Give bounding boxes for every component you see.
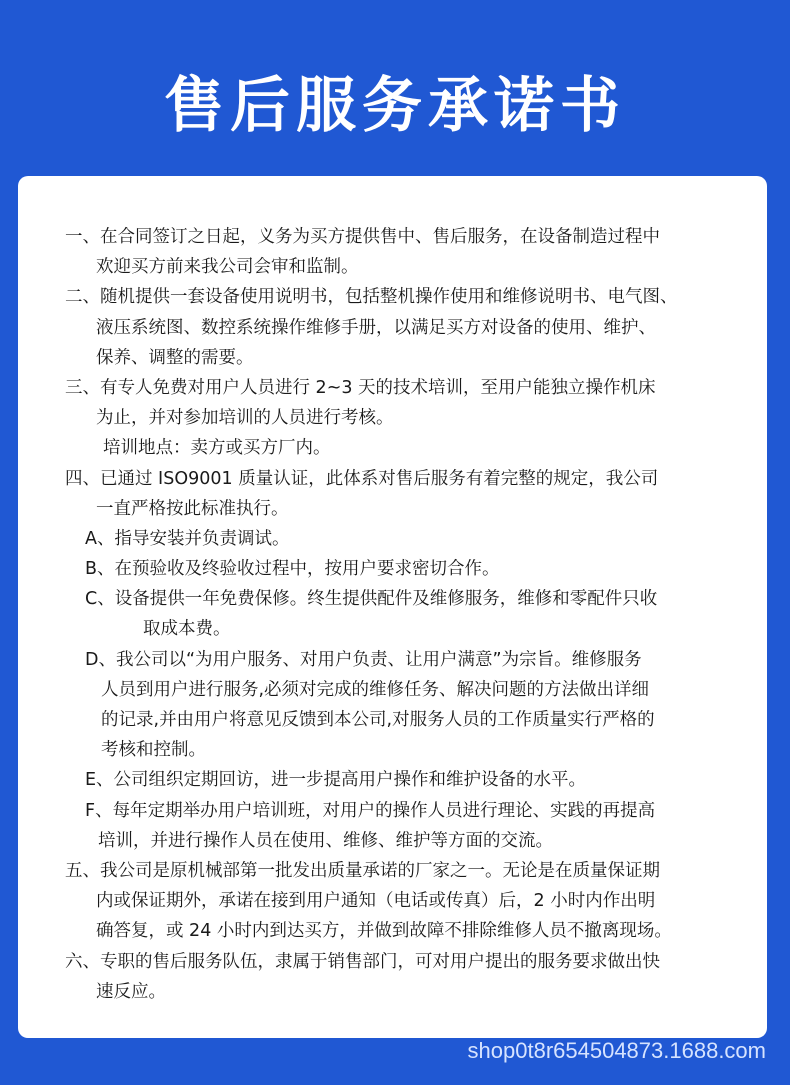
text-line: 二、随机提供一套设备使用说明书，包括整机操作使用和维修说明书、电气图、 bbox=[65, 287, 678, 308]
text-line: 六、专职的售后服务队伍，隶属于销售部门，可对用户提出的服务要求做出快 bbox=[65, 951, 660, 972]
text-line: 内或保证期外，承诺在接到用户通知（电话或传真）后，2 小时内作出明 bbox=[96, 891, 656, 912]
text-line: C、设备提供一年免费保修。终生提供配件及维修服务，维修和零配件只收 bbox=[85, 589, 658, 610]
page-title: 售后服务承诺书 bbox=[164, 71, 626, 141]
text-line: 一直严格按此标准执行。 bbox=[96, 498, 289, 519]
text-line: 考核和控制。 bbox=[101, 740, 206, 761]
commitment-text bbox=[65, 222, 715, 1007]
text-line: 四、已通过 ISO9001 质量认证，此体系对售后服务有着完整的规定，我公司 bbox=[65, 468, 659, 489]
text-line: 液压系统图、数控系统操作维修手册，以满足买方对设备的使用、维护、 bbox=[96, 317, 656, 338]
text-line: E、公司组织定期回访，进一步提高用户操作和维护设备的水平。 bbox=[85, 770, 587, 791]
text-line: B、在预验收及终验收过程中，按用户要求密切合作。 bbox=[85, 559, 500, 580]
text-line: 培训，并进行操作人员在使用、维修、维护等方面的交流。 bbox=[98, 830, 553, 851]
text-line: 人员到用户进行服务,必须对完成的维修任务、解决问题的方法做出详细 bbox=[101, 679, 650, 700]
text-line: 取成本费。 bbox=[143, 619, 231, 640]
text-line: 确答复，或 24 小时内到达买方，并做到故障不排除维修人员不撤离现场。 bbox=[96, 921, 672, 942]
text-line: F、每年定期举办用户培训班，对用户的操作人员进行理论、实践的再提高 bbox=[85, 800, 656, 821]
text-line: 为止，并对参加培训的人员进行考核。 bbox=[96, 408, 394, 429]
text-line: 欢迎买方前来我公司会审和监制。 bbox=[96, 257, 359, 278]
text-line: A、指导安装并负责调试。 bbox=[85, 528, 290, 549]
text-line: D、我公司以“为用户服务、对用户负责、让用户满意”为宗旨。维修服务 bbox=[85, 649, 642, 670]
text-line: 三、有专人免费对用户人员进行 2~3 天的技术培训，至用户能独立操作机床 bbox=[65, 377, 656, 398]
text-line: 五、我公司是原机械部第一批发出质量承诺的厂家之一。无论是在质量保证期 bbox=[65, 860, 660, 881]
text-line: 培训地点：卖方或买方厂内。 bbox=[103, 438, 331, 459]
shop-url: shop0t8r654504873.1688.com bbox=[467, 1038, 766, 1063]
text-line: 的记录,并由用户将意见反馈到本公司,对服务人员的工作质量实行严格的 bbox=[101, 710, 655, 730]
text-line: 保养、调整的需要。 bbox=[96, 347, 254, 368]
text-line: 一、在合同签订之日起，义务为买方提供售中、售后服务，在设备制造过程中 bbox=[65, 227, 660, 247]
text-line: 速反应。 bbox=[96, 981, 166, 1002]
